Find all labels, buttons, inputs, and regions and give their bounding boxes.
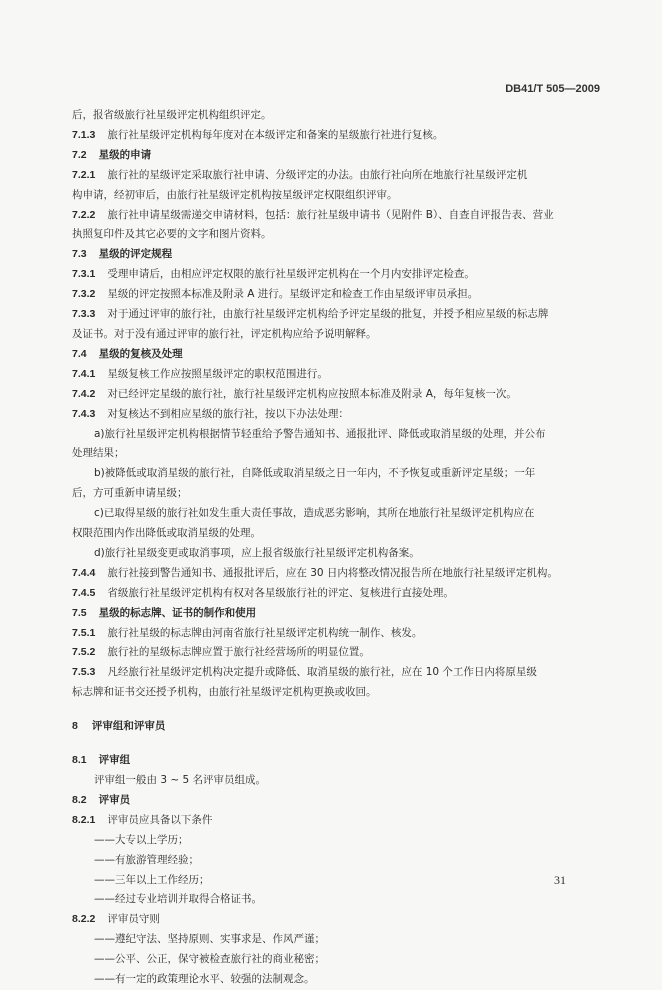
section-number: 7.5 bbox=[72, 606, 87, 619]
clause-number: 7.4.1 bbox=[72, 367, 96, 380]
paragraph-line: 构申请，经初审后，由旅行社星级评定机构按星级评定权限组织评审。 bbox=[72, 188, 398, 201]
section-number: 8.2 bbox=[72, 793, 87, 806]
clause-number: 7.4.2 bbox=[72, 387, 96, 400]
clause-text: 旅行社的星级评定采取旅行社申请、分级评定的办法。由旅行社向所在地旅行社星级评定机 bbox=[107, 168, 528, 181]
clause-text: 对已经评定星级的旅行社，旅行社星级评定机构应按照本标准及附录 A，每年复核一次。 bbox=[107, 387, 517, 400]
section-number: 7.4 bbox=[72, 347, 87, 360]
section-title: 星级的申请 bbox=[98, 148, 152, 161]
list-item-d: d)旅行社星级变更或取消事项，应上报省级旅行社星级评定机构备案。 bbox=[94, 546, 420, 559]
list-item: ——大专以上学历； bbox=[94, 833, 189, 846]
paragraph-line: 标志牌和证书交还授予机构，由旅行社星级评定机构更换或收回。 bbox=[72, 686, 377, 699]
section-title: 评审员 bbox=[98, 793, 131, 806]
clause-7-3-2 bbox=[72, 285, 600, 305]
clause-number: 7.3.2 bbox=[72, 288, 96, 301]
paragraph-line: 执照复印件及其它必要的文字和图片资料。 bbox=[72, 228, 272, 241]
paragraph-line: 权限范围内作出降低或取消星级的处理。 bbox=[72, 527, 261, 540]
list-item: ——经过专业培训并取得合格证书。 bbox=[94, 893, 262, 906]
clause-text: 对复核达不到相应星级的旅行社，按以下办法处理： bbox=[107, 407, 349, 420]
list-item: ——三年以上工作经历； bbox=[94, 873, 210, 886]
clause-7-4-1 bbox=[72, 365, 600, 385]
clause-7-1-3 bbox=[72, 126, 600, 146]
section-number: 8.1 bbox=[72, 754, 87, 767]
clause-text: 对于通过评审的旅行社，由旅行社星级评定机构给予评定星级的批复，并授予相应星级的标志牌 bbox=[107, 308, 549, 321]
clause-number: 7.1.3 bbox=[72, 128, 96, 141]
clause-7-3-3 bbox=[72, 305, 600, 325]
standard-number: DB41/T 505—2009 bbox=[505, 83, 600, 95]
list-item: ——有一定的政策理论水平、较强的法制观念。 bbox=[94, 973, 315, 986]
chapter-title: 评审组和评审员 bbox=[91, 720, 166, 733]
clause-8-2-2 bbox=[72, 910, 600, 930]
clause-text: 旅行社星级的标志牌由河南省旅行社星级评定机构统一制作、核发。 bbox=[107, 626, 423, 639]
section-title: 评审组 bbox=[98, 754, 131, 767]
clause-number: 7.2.1 bbox=[72, 168, 96, 181]
paragraph-line: 处理结果； bbox=[72, 447, 125, 460]
clause-7-5-1 bbox=[72, 624, 600, 644]
section-8-2-heading bbox=[72, 791, 600, 811]
chapter-8-heading bbox=[72, 717, 600, 737]
clause-number: 8.2.1 bbox=[72, 813, 96, 826]
list-item: ——有旅游管理经验； bbox=[94, 853, 199, 866]
clause-number: 7.4.3 bbox=[72, 407, 96, 420]
clause-text: 评审员守则 bbox=[107, 913, 160, 926]
paragraph-line: 及证书。对于没有通过评审的旅行社，评定机构应给予说明解释。 bbox=[72, 327, 377, 340]
section-7-4-heading bbox=[72, 345, 600, 365]
list-item-a: a)旅行社星级评定机构根据情节轻重给予警告通知书、通报批评、降低或取消星级的处理，并公布 bbox=[94, 427, 546, 440]
clause-text: 旅行社的星级标志牌应置于旅行社经营场所的明显位置。 bbox=[107, 646, 370, 659]
clause-number: 7.2.2 bbox=[72, 208, 96, 221]
clause-text: 星级复核工作应按照星级评定的职权范围进行。 bbox=[107, 367, 328, 380]
section-7-2-heading bbox=[72, 146, 600, 166]
clause-7-3-1 bbox=[72, 265, 600, 285]
paragraph-line: 后，方可重新申请星级； bbox=[72, 487, 188, 500]
section-number: 7.3 bbox=[72, 248, 87, 261]
section-8-1-heading bbox=[72, 751, 600, 771]
section-title: 星级的标志牌、证书的制作和使用 bbox=[98, 606, 257, 619]
section-number: 7.2 bbox=[72, 148, 87, 161]
clause-number: 7.3.1 bbox=[72, 268, 96, 281]
clause-text: 星级的评定按照本标准及附录 A 进行。星级评定和检查工作由星级评审员承担。 bbox=[107, 288, 479, 301]
clause-7-4-2 bbox=[72, 385, 600, 405]
clause-7-2-2 bbox=[72, 206, 600, 226]
section-title: 星级的复核及处理 bbox=[98, 347, 183, 360]
clause-text: 受理申请后，由相应评定权限的旅行社星级评定机构在一个月内安排评定检查。 bbox=[107, 268, 475, 281]
clause-text: 省级旅行社星级评定机构有权对各星级旅行社的评定、复核进行直接处理。 bbox=[107, 586, 454, 599]
clause-number: 7.4.5 bbox=[72, 586, 96, 599]
paragraph-line: 评审组一般由 3 ~ 5 名评审员组成。 bbox=[94, 774, 267, 786]
section-title: 星级的评定规程 bbox=[98, 248, 173, 261]
list-item: ——遵纪守法、坚持原则、实事求是、作风严谨； bbox=[94, 933, 325, 946]
clause-number: 7.5.3 bbox=[72, 666, 96, 679]
clause-number: 7.4.4 bbox=[72, 566, 96, 579]
clause-text: 凡经旅行社星级评定机构决定提升或降低、取消星级的旅行社，应在 10 个工作日内将原星级 bbox=[107, 666, 537, 679]
clause-text: 评审员应具备以下条件 bbox=[107, 813, 213, 826]
clause-7-4-4 bbox=[72, 564, 600, 584]
clause-7-5-3 bbox=[72, 663, 600, 683]
section-7-3-heading bbox=[72, 245, 600, 265]
clause-7-2-1 bbox=[72, 166, 600, 186]
clause-number: 8.2.2 bbox=[72, 913, 96, 926]
paragraph-line: 后，报省级旅行社星级评定机构组织评定。 bbox=[72, 109, 272, 121]
clause-text: 旅行社星级评定机构每年度对在本级评定和备案的星级旅行社进行复核。 bbox=[107, 128, 444, 141]
clause-number: 7.5.2 bbox=[72, 646, 96, 659]
clause-7-5-2 bbox=[72, 643, 600, 663]
document-body bbox=[72, 106, 600, 990]
list-item: ——公平、公正，保守被检查旅行社的商业秘密； bbox=[94, 953, 325, 966]
section-7-5-heading bbox=[72, 604, 600, 624]
list-item-b: b)被降低或取消星级的旅行社，自降低或取消星级之日一年内，不予恢复或重新评定星级；一年 bbox=[94, 467, 536, 480]
chapter-number: 8 bbox=[72, 720, 78, 733]
list-item-c: c)已取得星级的旅行社如发生重大责任事故，造成恶劣影响，其所在地旅行社星级评定机构应在 bbox=[94, 507, 535, 520]
clause-number: 7.3.3 bbox=[72, 308, 96, 321]
clause-7-4-3 bbox=[72, 405, 600, 425]
clause-text: 旅行社申请星级需递交申请材料，包括：旅行社星级申请书（见附件 B）、自查自评报告表、营业 bbox=[107, 208, 554, 221]
clause-text: 旅行社接到警告通知书、通报批评后，应在 30 日内将整改情况报告所在地旅行社星级评定机构。 bbox=[107, 566, 558, 579]
clause-7-4-5 bbox=[72, 584, 600, 604]
clause-number: 7.5.1 bbox=[72, 626, 96, 639]
clause-8-2-1 bbox=[72, 811, 600, 831]
page-number: 31 bbox=[554, 873, 566, 887]
